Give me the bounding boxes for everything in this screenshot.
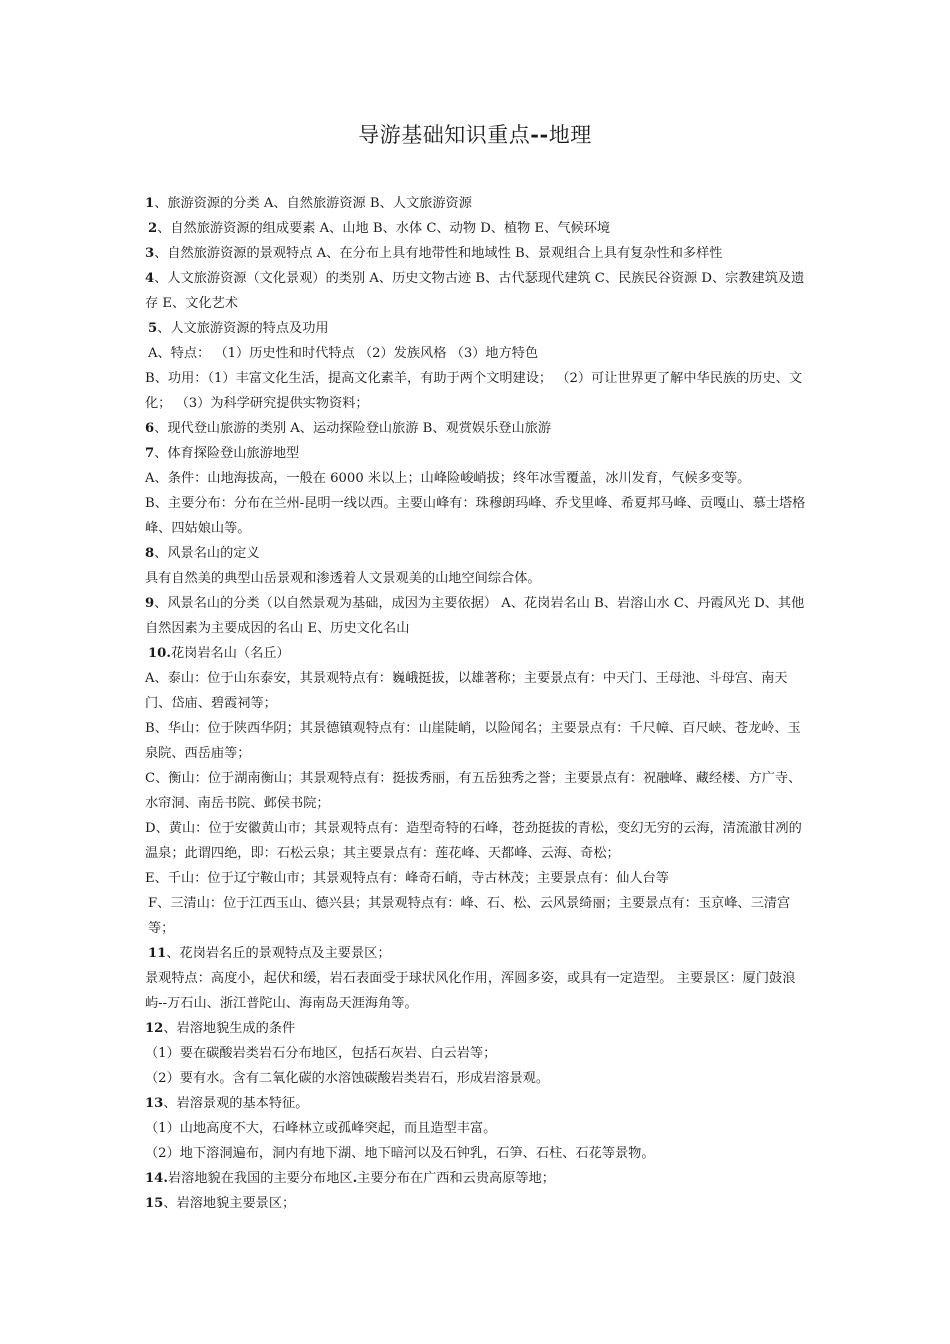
item-text: 、体育探险登山旅游地型 [154,446,300,461]
paragraph-line [145,666,810,716]
item-number: 7 [145,446,155,461]
paragraph-line [145,366,810,416]
item-text: D、黄山：位于安徽黄山市；其景观特点有：造型奇特的石峰，苍劲挺拔的青松，变幻无穷的云海，清流澈甘冽的温泉；此谓四绝，即：石松云泉；其主要景点有：莲花峰、天都峰、云海、奇松； [145,821,802,861]
paragraph-line [145,941,810,966]
item-text: 具有自然美的典型山岳景观和渗透着人文景观美的山地空间综合体。 [145,571,541,586]
paragraph-line [145,1141,810,1166]
title-text: 导游基础知识重点 [358,123,531,147]
item-text: 、自然旅游资源的景观特点 A、在分布上具有地带性和地域性 B、景观组合上具有复杂性和多样性 [154,246,723,261]
item-number: 4 [145,271,155,286]
item-number: 3 [145,246,155,261]
item-number: 13 [145,1096,164,1111]
paragraph-line [145,891,810,941]
item-number: 15 [145,1196,164,1211]
paragraph-line [145,191,810,216]
item-separator: . [352,1171,358,1186]
item-text: 、旅游资源的分类 A、自然旅游资源 B、人文旅游资源 [154,196,472,211]
item-text: 、人文旅游资源的特点及功用 [157,321,329,336]
item-number: 6 [145,421,155,436]
paragraph-line [145,1116,810,1141]
item-number: 12 [145,1021,164,1036]
page-title [0,120,950,150]
item-text: （2）要有水。含有二氧化碳的水溶蚀碳酸岩类岩石，形成岩溶景观。 [145,1071,550,1086]
paragraph-line [145,466,810,491]
item-text: B、主要分布：分布在兰州-昆明一线以西。主要山峰有：珠穆朗玛峰、乔戈里峰、希夏邦马峰、贡嘎山、慕士塔格峰、四姑娘山等。 [145,496,806,536]
paragraph-line [145,416,810,441]
item-number: 1 [145,196,155,211]
paragraph-line [145,716,810,766]
item-number: 2 [148,221,158,236]
item-text: 、自然旅游资源的组成要素 A、山地 B、水体 C、动物 D、植物 E、气候环境 [157,221,611,236]
item-text: 岩溶地貌在我国的主要分布地区 [167,1171,353,1186]
item-text: （2）地下溶洞遍布，洞内有地下湖、地下暗河以及石钟乳，石笋、石柱、石花等景物。 [145,1146,655,1161]
paragraph-line [145,816,810,866]
item-text: A、特点： （1）历史性和时代特点 （2）发族风格 （3）地方特色 [148,346,539,361]
paragraph-line [145,1041,810,1066]
item-text: 、风景名山的分类（以自然景观为基础，成因为主要依据） A、花岗岩名山 B、岩溶山水 C、丹霞风光 D、其他自然因素为主要成因的名山 E、历史文化名山 [145,596,805,636]
item-text: E、千山：位于辽宁鞍山市；其景观特点有：峰奇石峭，寺古林茂；主要景点有：仙人台等 [145,871,669,886]
title-dash: -- [530,122,549,147]
paragraph-line [145,541,810,566]
paragraph-line [145,1066,810,1091]
title-tail: 地理 [548,123,592,147]
item-number: 11 [148,946,167,961]
paragraph-line [145,766,810,816]
item-text: A、条件：山地海拔高，一般在 6000 米以上；山峰险峻峭拔；终年冰雪覆盖，冰川发育，气候多变等。 [145,471,751,486]
item-text: 、花岗岩名丘的景观特点及主要景区； [166,946,391,961]
item-text: A、泰山：位于山东泰安，其景观特点有：巍峨挺拔，以雄著称；主要景点有：中天门、王母池、斗母宫、南天门、岱庙、碧霞祠等； [145,671,788,711]
item-number: 9 [145,596,155,611]
item-text: 、岩溶地貌主要景区； [163,1196,296,1211]
item-text: 景观特点：高度小，起伏和缓，岩石表面受于球状风化作用，浑圆多姿，或具有一定造型。 主要景区：厦门鼓浪屿--万石山、浙江普陀山、海南岛天涯海角等。 [145,971,796,1011]
paragraph-line [145,491,810,541]
item-text: F、三清山：位于江西玉山、德兴县；其景观特点有：峰、石、松、云风景绮丽；主要景点有：玉京峰、三清宫等； [148,896,791,936]
item-text: （1）山地高度不大，石峰林立或孤峰突起，而且造型丰富。 [145,1121,497,1136]
paragraph-line [145,241,810,266]
document-body [145,191,810,1216]
item-text: B、功用：（1）丰富文化生活，提高文化素羊，有助于两个文明建设； （2）可让世界更了解中华民族的历史、文化； （3）为科学研究提供实物资料； [145,371,803,411]
item-text: 、风景名山的定义 [154,546,260,561]
paragraph-line [145,1166,810,1191]
item-number: 14. [145,1171,168,1186]
item-text: 、岩溶景观的基本特征。 [163,1096,309,1111]
paragraph-line [145,641,810,666]
paragraph-line [145,866,810,891]
item-text: 花岗岩名山（名丘） [170,646,290,661]
paragraph-line [145,966,810,1016]
paragraph-line [145,1191,810,1216]
item-text: 、人文旅游资源（文化景观）的类别 A、历史文物古迹 B、古代瑟现代建筑 C、民族民谷资源 D、宗教建筑及遗存 E、文化艺术 [145,271,805,311]
paragraph-line [145,266,810,316]
paragraph-line [145,216,810,241]
item-text: （1）要在碳酸岩类岩石分布地区，包括石灰岩、白云岩等； [145,1046,497,1061]
item-text: 、岩溶地貌生成的条件 [163,1021,296,1036]
item-number: 10. [148,646,171,661]
paragraph-line [145,316,810,341]
paragraph-line [145,441,810,466]
item-number: 5 [148,321,158,336]
paragraph-line [145,1091,810,1116]
item-text-continued: 主要分布在广西和云贵高原等地； [357,1171,555,1186]
item-number: 8 [145,546,155,561]
item-text: 、现代登山旅游的类别 A、运动探险登山旅游 B、观赏娱乐登山旅游 [154,421,552,436]
paragraph-line [145,1016,810,1041]
item-text: B、华山：位于陕西华阴；其景德镇观特点有：山崖陡峭，以险闻名；主要景点有：千尺幛、百尺峡、苍龙岭、玉泉院、西岳庙等； [145,721,801,761]
paragraph-line [145,566,810,591]
item-text: C、衡山：位于湖南衡山；其景观特点有：挺拔秀丽，有五岳独秀之誉；主要景点有：祝融峰、藏经楼、方广寺、水帘洞、南岳书院、邺侯书院； [145,771,802,811]
paragraph-line [145,341,810,366]
paragraph-line [145,591,810,641]
